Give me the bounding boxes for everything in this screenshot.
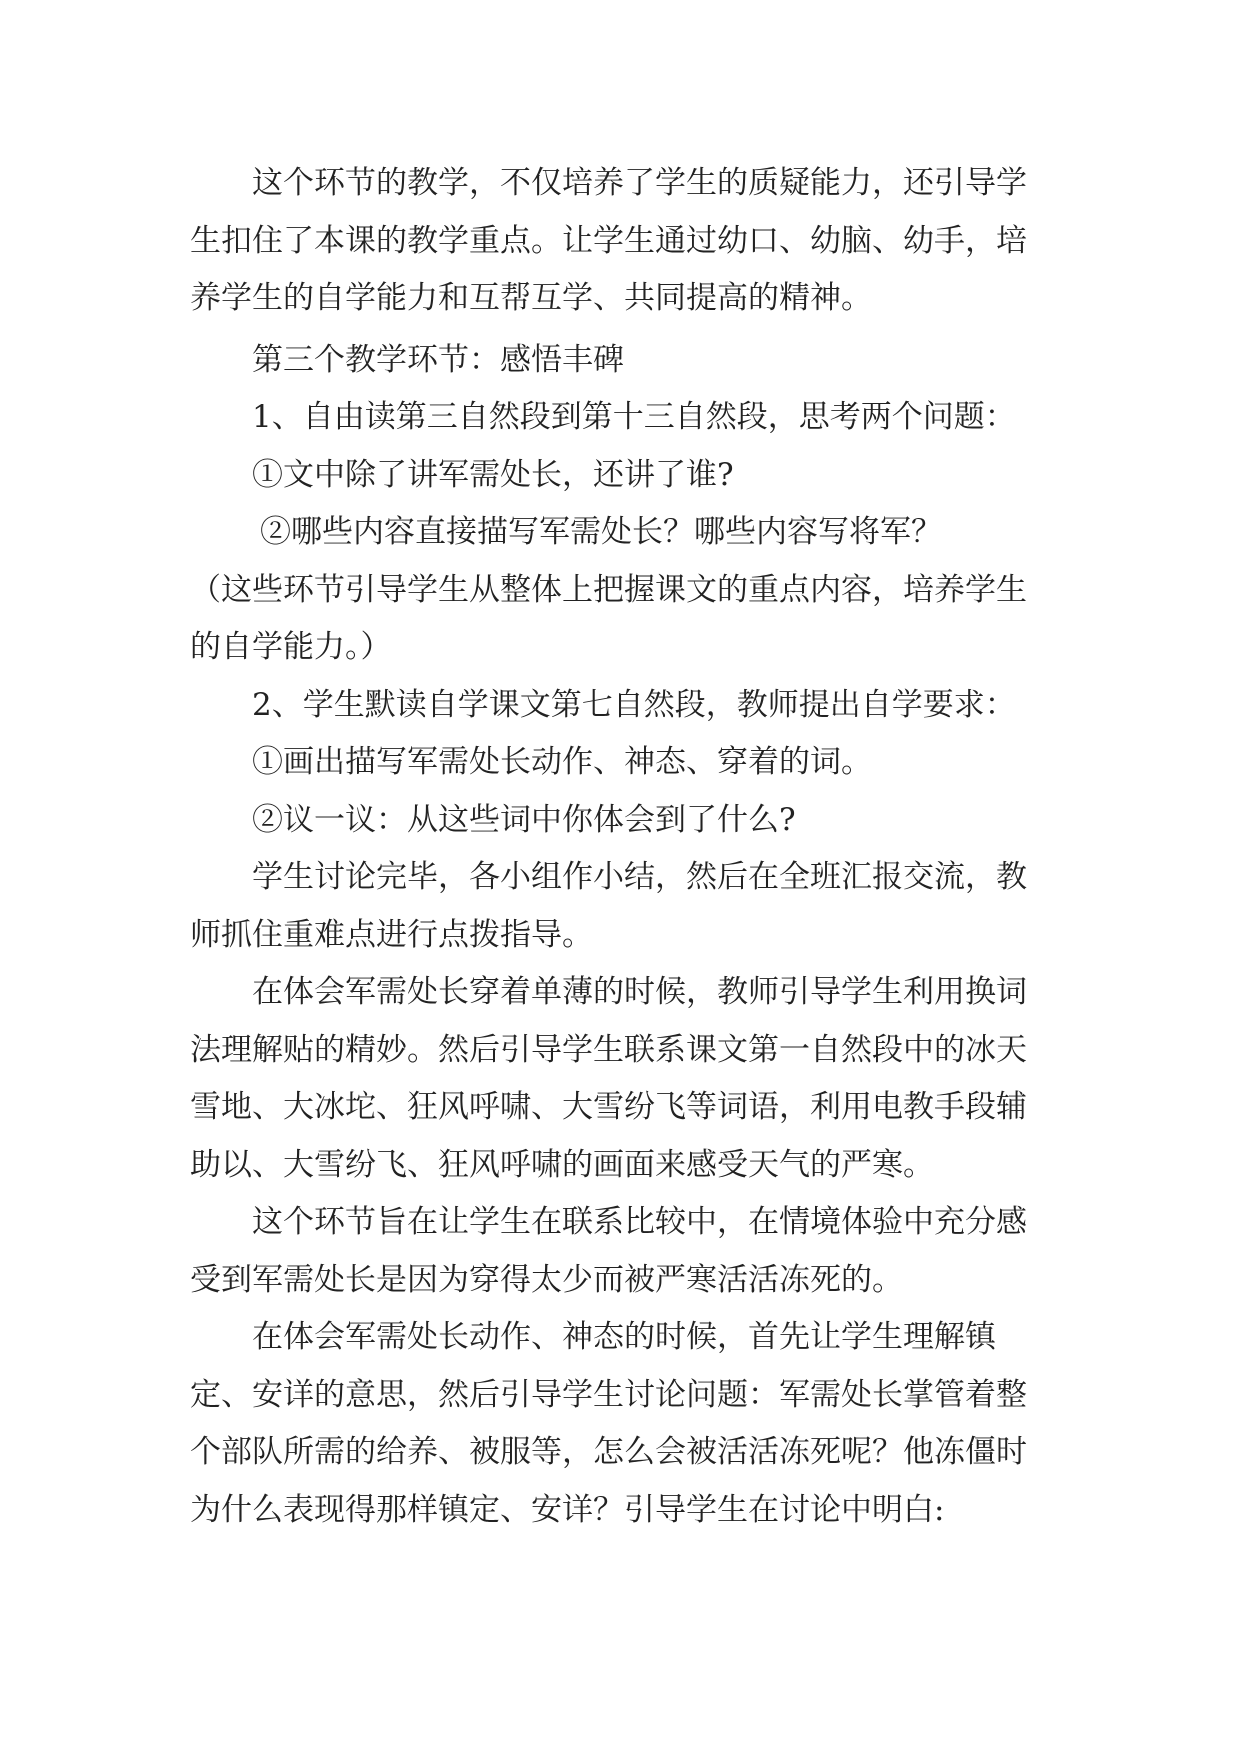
paragraph-section-heading: 第三个教学环节：感悟丰碑 — [252, 341, 624, 378]
paragraph-requirement-2: ②议一议：从这些词中你体会到了什么? — [252, 801, 796, 838]
paragraph-clothing-analysis: 在体会军需处长穿着单薄的时候，教师引导学生利用换词法理解贴的精妙。然后引导学生联系课文第一自然段中的冰天雪地、大冰坨、狂风呼啸、大雪纷飞等词语，利用电教手段辅助以、大雪纷飞、狂风呼啸的画面来感受天气的严寒。 — [190, 974, 1027, 1183]
paragraph-step-1: 1、自由读第三自然段到第十三自然段，思考两个问题： — [252, 399, 1016, 435]
paragraph-note: （这些环节引导学生从整体上把握课文的重点内容，培养学生的自学能力。） — [190, 571, 1027, 665]
paragraph-teaching-summary: 这个环节的教学，不仅培养了学生的质疑能力，还引导学生扣住了本课的教学重点。让学生通过幼口、幼脑、幼手，培养学生的自学能力和互帮互学、共同提高的精神。 — [190, 165, 1027, 316]
paragraph-question-1: ①文中除了讲军需处长，还讲了谁? — [252, 456, 734, 493]
paragraph-requirement-1: ①画出描写军需处长动作、神态、穿着的词。 — [252, 744, 872, 780]
paragraph-demeanor-analysis: 在体会军需处长动作、神态的时候，首先让学生理解镇定、安详的意思，然后引导学生讨论问题：军需处长掌管着整个部队所需的给养、被服等，怎么会被活活冻死呢？他冻僵时为什么表现得那样镇定、安详？引导学生在讨论中明白: — [190, 1319, 1027, 1528]
paragraph-purpose: 这个环节旨在让学生在联系比较中，在情境体验中充分感受到军需处长是因为穿得太少而被严寒活活冻死的。 — [190, 1204, 1027, 1298]
document-body — [190, 155, 1050, 1539]
paragraph-step-2: 2、学生默读自学课文第七自然段，教师提出自学要求： — [252, 686, 1016, 723]
paragraph-discussion: 学生讨论完毕，各小组作小结，然后在全班汇报交流，教师抓住重难点进行点拨指导。 — [190, 859, 1027, 953]
paragraph-question-2: ②哪些内容直接描写军需处长？哪些内容写将军？ — [260, 514, 942, 550]
